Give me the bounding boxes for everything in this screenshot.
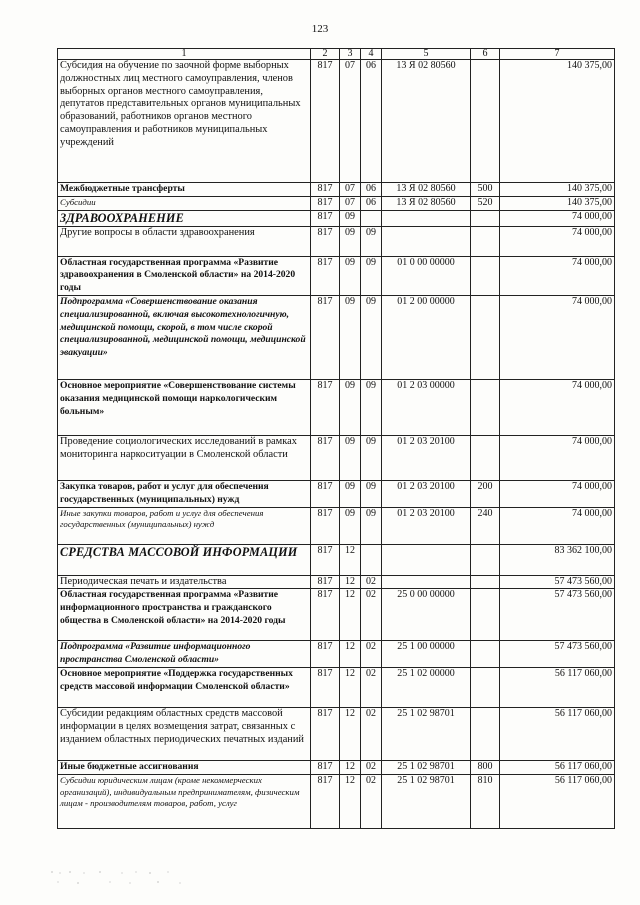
col-3-cell: 09 — [340, 295, 361, 379]
col-6-cell: 500 — [471, 183, 500, 197]
header-cell: 6 — [471, 49, 500, 60]
col-5-cell: 01 2 00 00000 — [382, 295, 471, 379]
table-row — [58, 480, 615, 507]
col-6-cell — [471, 256, 500, 295]
col-3-cell: 09 — [340, 379, 361, 435]
amount-cell: 74 000,00 — [500, 507, 615, 544]
col-6-cell: 810 — [471, 775, 500, 829]
amount-cell: 74 000,00 — [500, 379, 615, 435]
header-row — [58, 49, 615, 60]
amount-cell: 57 473 560,00 — [500, 589, 615, 641]
table-row — [58, 60, 615, 183]
table-row — [58, 210, 615, 226]
col-5-cell: 13 Я 02 80560 — [382, 183, 471, 197]
row-name-cell: Проведение социологических исследований в рамках мониторинга наркоситуации в Смоленской области — [58, 435, 311, 480]
row-name-cell: Субсидии — [58, 196, 311, 210]
col-6-cell — [471, 575, 500, 589]
col-3-cell: 09 — [340, 435, 361, 480]
col-2-cell: 817 — [311, 60, 340, 183]
col-5-cell — [382, 226, 471, 256]
col-5-cell: 01 2 03 20100 — [382, 435, 471, 480]
col-2-cell: 817 — [311, 196, 340, 210]
col-6-cell: 520 — [471, 196, 500, 210]
col-4-cell: 09 — [361, 507, 382, 544]
col-4-cell: 09 — [361, 435, 382, 480]
amount-cell: 74 000,00 — [500, 435, 615, 480]
col-2-cell: 817 — [311, 480, 340, 507]
col-4-cell: 09 — [361, 295, 382, 379]
row-name-cell: Субсидии юридическим лицам (кроме некоммерческих организаций), индивидуальным предпринимателям, физическим лицам - производителям товаров, работ, услуг — [58, 775, 311, 829]
col-4-cell: 02 — [361, 668, 382, 708]
col-3-cell: 09 — [340, 507, 361, 544]
table-row — [58, 775, 615, 829]
col-2-cell: 817 — [311, 226, 340, 256]
col-4-cell: 02 — [361, 589, 382, 641]
table-row — [58, 641, 615, 668]
amount-cell: 83 362 100,00 — [500, 544, 615, 575]
col-3-cell: 07 — [340, 196, 361, 210]
scan-noise-marks — [40, 866, 200, 896]
header-cell: 1 — [58, 49, 311, 60]
amount-cell: 56 117 060,00 — [500, 708, 615, 761]
col-4-cell: 02 — [361, 775, 382, 829]
table-row — [58, 196, 615, 210]
col-3-cell: 12 — [340, 775, 361, 829]
row-name-cell: ЗДРАВООХРАНЕНИЕ — [58, 210, 311, 226]
col-2-cell: 817 — [311, 256, 340, 295]
col-5-cell: 25 1 00 00000 — [382, 641, 471, 668]
table-row — [58, 544, 615, 575]
col-5-cell: 01 2 03 20100 — [382, 507, 471, 544]
header-cell: 7 — [500, 49, 615, 60]
header-cell: 4 — [361, 49, 382, 60]
col-5-cell: 25 1 02 98701 — [382, 761, 471, 775]
col-5-cell — [382, 575, 471, 589]
col-2-cell: 817 — [311, 295, 340, 379]
col-4-cell — [361, 544, 382, 575]
col-6-cell: 800 — [471, 761, 500, 775]
table-row — [58, 761, 615, 775]
col-2-cell: 817 — [311, 379, 340, 435]
col-2-cell: 817 — [311, 544, 340, 575]
col-5-cell: 25 0 00 00000 — [382, 589, 471, 641]
col-2-cell: 817 — [311, 210, 340, 226]
header-cell: 2 — [311, 49, 340, 60]
row-name-cell: Иные бюджетные ассигнования — [58, 761, 311, 775]
col-3-cell: 12 — [340, 761, 361, 775]
table-row — [58, 295, 615, 379]
col-3-cell: 12 — [340, 708, 361, 761]
col-5-cell: 13 Я 02 80560 — [382, 196, 471, 210]
row-name-cell: Основное мероприятие «Совершенствование системы оказания медицинской помощи наркологическим больным» — [58, 379, 311, 435]
budget-table — [57, 48, 615, 829]
row-name-cell: Иные закупки товаров, работ и услуг для обеспечения государственных (муниципальных) нужд — [58, 507, 311, 544]
col-2-cell: 817 — [311, 708, 340, 761]
col-5-cell: 01 2 03 20100 — [382, 480, 471, 507]
col-5-cell: 25 1 02 00000 — [382, 668, 471, 708]
col-3-cell: 07 — [340, 60, 361, 183]
col-3-cell: 12 — [340, 641, 361, 668]
amount-cell: 57 473 560,00 — [500, 641, 615, 668]
table-row — [58, 183, 615, 197]
col-6-cell — [471, 641, 500, 668]
col-6-cell — [471, 60, 500, 183]
col-2-cell: 817 — [311, 183, 340, 197]
row-name-cell: Субсидия на обучение по заочной форме выборных должностных лиц местного самоуправления, членов выборных органов местного самоуправления, депутатов представительных органов муниципальных образований, работников органов местного самоуправления и работников муниципальных учреждений — [58, 60, 311, 183]
col-4-cell: 09 — [361, 379, 382, 435]
col-6-cell — [471, 226, 500, 256]
col-3-cell: 12 — [340, 575, 361, 589]
table-row — [58, 507, 615, 544]
col-3-cell: 09 — [340, 256, 361, 295]
col-6-cell — [471, 708, 500, 761]
page-number: 123 — [311, 23, 329, 35]
col-4-cell: 06 — [361, 196, 382, 210]
col-2-cell: 817 — [311, 775, 340, 829]
row-name-cell: Субсидии редакциям областных средств массовой информации в целях возмещения затрат, связанных с изданием областных периодических печатных изданий — [58, 708, 311, 761]
col-3-cell: 07 — [340, 183, 361, 197]
amount-cell: 74 000,00 — [500, 210, 615, 226]
col-2-cell: 817 — [311, 435, 340, 480]
amount-cell: 140 375,00 — [500, 196, 615, 210]
table-row — [58, 575, 615, 589]
col-5-cell — [382, 544, 471, 575]
col-3-cell: 09 — [340, 480, 361, 507]
amount-cell: 57 473 560,00 — [500, 575, 615, 589]
col-2-cell: 817 — [311, 507, 340, 544]
col-2-cell: 817 — [311, 589, 340, 641]
col-4-cell — [361, 210, 382, 226]
row-name-cell: Подпрограмма «Совершенствование оказания специализированной, включая высокотехнологичную, медицинской помощи, скорой, в том числе скорой специализированной, медицинской помощи, медицинской эвакуации» — [58, 295, 311, 379]
amount-cell: 56 117 060,00 — [500, 775, 615, 829]
col-5-cell: 01 0 00 00000 — [382, 256, 471, 295]
table-row — [58, 435, 615, 480]
table-row — [58, 708, 615, 761]
table-row — [58, 589, 615, 641]
col-2-cell: 817 — [311, 668, 340, 708]
amount-cell: 56 117 060,00 — [500, 668, 615, 708]
table-row — [58, 379, 615, 435]
col-3-cell: 12 — [340, 668, 361, 708]
amount-cell: 140 375,00 — [500, 183, 615, 197]
col-4-cell: 02 — [361, 708, 382, 761]
col-5-cell: 25 1 02 98701 — [382, 775, 471, 829]
col-6-cell: 240 — [471, 507, 500, 544]
col-6-cell: 200 — [471, 480, 500, 507]
row-name-cell: Закупка товаров, работ и услуг для обеспечения государственных (муниципальных) нужд — [58, 480, 311, 507]
col-2-cell: 817 — [311, 761, 340, 775]
col-6-cell — [471, 435, 500, 480]
col-4-cell: 09 — [361, 226, 382, 256]
col-4-cell: 02 — [361, 641, 382, 668]
col-6-cell — [471, 589, 500, 641]
amount-cell: 140 375,00 — [500, 60, 615, 183]
row-name-cell: Подпрограмма «Развитие информационного пространства Смоленской области» — [58, 641, 311, 668]
row-name-cell: Межбюджетные трансферты — [58, 183, 311, 197]
col-6-cell — [471, 210, 500, 226]
col-5-cell: 25 1 02 98701 — [382, 708, 471, 761]
amount-cell: 74 000,00 — [500, 295, 615, 379]
col-2-cell: 817 — [311, 575, 340, 589]
row-name-cell: СРЕДСТВА МАССОВОЙ ИНФОРМАЦИИ — [58, 544, 311, 575]
col-4-cell: 06 — [361, 183, 382, 197]
amount-cell: 74 000,00 — [500, 226, 615, 256]
col-5-cell — [382, 210, 471, 226]
col-3-cell: 12 — [340, 544, 361, 575]
amount-cell: 74 000,00 — [500, 480, 615, 507]
col-5-cell: 13 Я 02 80560 — [382, 60, 471, 183]
row-name-cell: Областная государственная программа «Развитие здравоохранения в Смоленской области» на 2014-2020 годы — [58, 256, 311, 295]
header-cell: 5 — [382, 49, 471, 60]
row-name-cell: Периодическая печать и издательства — [58, 575, 311, 589]
col-3-cell: 09 — [340, 210, 361, 226]
col-2-cell: 817 — [311, 641, 340, 668]
table-row — [58, 668, 615, 708]
amount-cell: 56 117 060,00 — [500, 761, 615, 775]
col-6-cell — [471, 379, 500, 435]
col-3-cell: 12 — [340, 589, 361, 641]
table-row — [58, 256, 615, 295]
row-name-cell: Областная государственная программа «Развитие информационного пространства и гражданского общества в Смоленской области» на 2014-2020 годы — [58, 589, 311, 641]
col-5-cell: 01 2 03 00000 — [382, 379, 471, 435]
row-name-cell: Основное мероприятие «Поддержка государственных средств массовой информации Смоленской области» — [58, 668, 311, 708]
col-4-cell: 02 — [361, 575, 382, 589]
header-cell: 3 — [340, 49, 361, 60]
col-6-cell — [471, 295, 500, 379]
row-name-cell: Другие вопросы в области здравоохранения — [58, 226, 311, 256]
col-6-cell — [471, 668, 500, 708]
col-4-cell: 02 — [361, 761, 382, 775]
col-4-cell: 09 — [361, 480, 382, 507]
col-4-cell: 09 — [361, 256, 382, 295]
col-4-cell: 06 — [361, 60, 382, 183]
amount-cell: 74 000,00 — [500, 256, 615, 295]
col-6-cell — [471, 544, 500, 575]
table-row — [58, 226, 615, 256]
col-3-cell: 09 — [340, 226, 361, 256]
